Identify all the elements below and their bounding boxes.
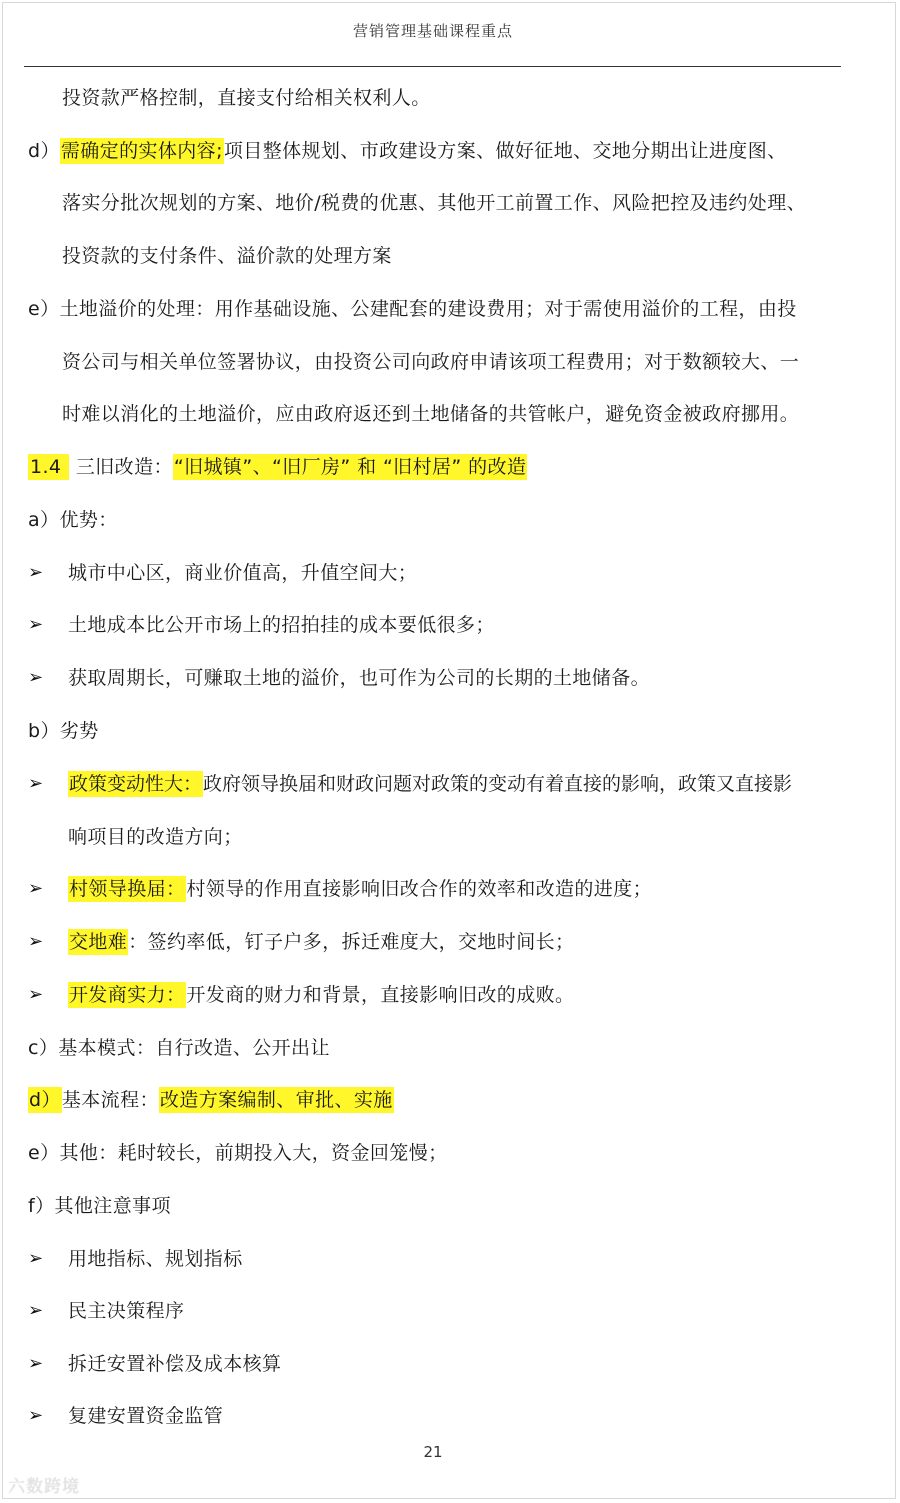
basic-mode: c）基本模式：自行改造、公开出让 (28, 1037, 330, 1059)
section-heading (28, 455, 527, 479)
list-item: 拆迁安置补偿及成本核算 (68, 1353, 282, 1375)
page-header-title: 营销管理基础课程重点 (352, 22, 513, 40)
list-item (68, 877, 652, 901)
list-item: 获取周期长，可赚取土地的溢价，也可作为公司的长期的土地储备。 (68, 667, 651, 689)
paragraph-line: 落实分批次规划的方案、地价/税费的优惠、其他开工前置工作、风险把控及违约处理、 (62, 192, 807, 214)
list-item (68, 772, 792, 796)
arrow-bullet-icon: ➢ (28, 1300, 44, 1321)
paragraph-d (28, 139, 787, 163)
disadvantages-heading: b）劣势 (28, 720, 99, 742)
basic-flow-label: 基本流程： (61, 1089, 159, 1111)
watermark-logo: 六数跨境 (8, 1477, 80, 1497)
arrow-bullet-icon: ➢ (28, 1405, 44, 1426)
header-rule (24, 66, 841, 67)
section-number: 1.4 (28, 454, 69, 480)
list-item (68, 930, 574, 954)
highlighted-text: 村领导换届： (69, 878, 186, 900)
list-item: 用地指标、规划指标 (68, 1248, 243, 1270)
paragraph-line: 时难以消化的土地溢价，应由政府返还到土地储备的共管帐户，避免资金被政府挪用。 (62, 403, 800, 425)
others: e）其他：耗时较长，前期投入大，资金回笼慢； (28, 1142, 448, 1164)
list-item-text: ：签约率低，钉子户多，拆迁难度大，交地时间长； (128, 931, 575, 953)
section-label: 三旧改造： (75, 456, 173, 478)
arrow-bullet-icon: ➢ (28, 614, 44, 635)
paragraph-text: 项目整体规划、市政建设方案、做好征地、交地分期出让进度图、 (223, 140, 787, 162)
list-item-text: 开发商的财力和背景，直接影响旧改的成败。 (186, 984, 575, 1006)
list-item: 土地成本比公开市场上的招拍挂的成本要低很多； (68, 614, 495, 636)
list-item: 复建安置资金监管 (68, 1405, 224, 1427)
highlighted-text: 交地难 (69, 931, 128, 953)
arrow-bullet-icon: ➢ (28, 773, 44, 794)
arrow-bullet-icon: ➢ (28, 1248, 44, 1269)
arrow-bullet-icon: ➢ (28, 1353, 44, 1374)
list-item (68, 983, 574, 1007)
paragraph-e: e）土地溢价的处理：用作基础设施、公建配套的建设费用；对于需使用溢价的工程，由投 (28, 298, 797, 320)
arrow-bullet-icon: ➢ (28, 562, 44, 583)
highlighted-text: 开发商实力： (69, 984, 186, 1006)
highlighted-text: “旧城镇”、“旧厂房” 和 “旧村居” 的改造 (173, 456, 527, 478)
highlighted-text: 改造方案编制、审批、实施 (159, 1089, 393, 1111)
arrow-bullet-icon: ➢ (28, 667, 44, 688)
list-marker: d） (28, 140, 60, 162)
list-item-text: 政府领导换届和财政问题对政策的变动有着直接的影响，政策又直接影 (203, 773, 793, 795)
paragraph-line: 投资款严格控制，直接支付给相关权利人。 (62, 87, 431, 109)
paragraph-line: 投资款的支付条件、溢价款的处理方案 (62, 245, 392, 267)
advantages-heading: a）优势： (28, 509, 118, 531)
paragraph-line: 资公司与相关单位签署协议，由投资公司向政府申请该项工程费用；对于数额较大、一 (62, 351, 800, 373)
arrow-bullet-icon: ➢ (28, 878, 44, 899)
list-item-text: 村领导的作用直接影响旧改合作的效率和改造的进度； (186, 878, 653, 900)
list-item-continuation: 响项目的改造方向； (68, 826, 243, 848)
arrow-bullet-icon: ➢ (28, 931, 44, 952)
list-item: 民主决策程序 (68, 1300, 185, 1322)
page-border (2, 2, 896, 1499)
list-marker: d） (29, 1089, 61, 1111)
highlighted-text: 需确定的实体内容; (60, 140, 223, 162)
highlighted-text: 政策变动性大： (69, 773, 203, 795)
notes-heading: f）其他注意事项 (28, 1195, 171, 1217)
list-item: 城市中心区，商业价值高，升值空间大； (68, 562, 418, 584)
page-number: 21 (423, 1443, 443, 1461)
arrow-bullet-icon: ➢ (28, 984, 44, 1005)
basic-flow (28, 1088, 394, 1112)
